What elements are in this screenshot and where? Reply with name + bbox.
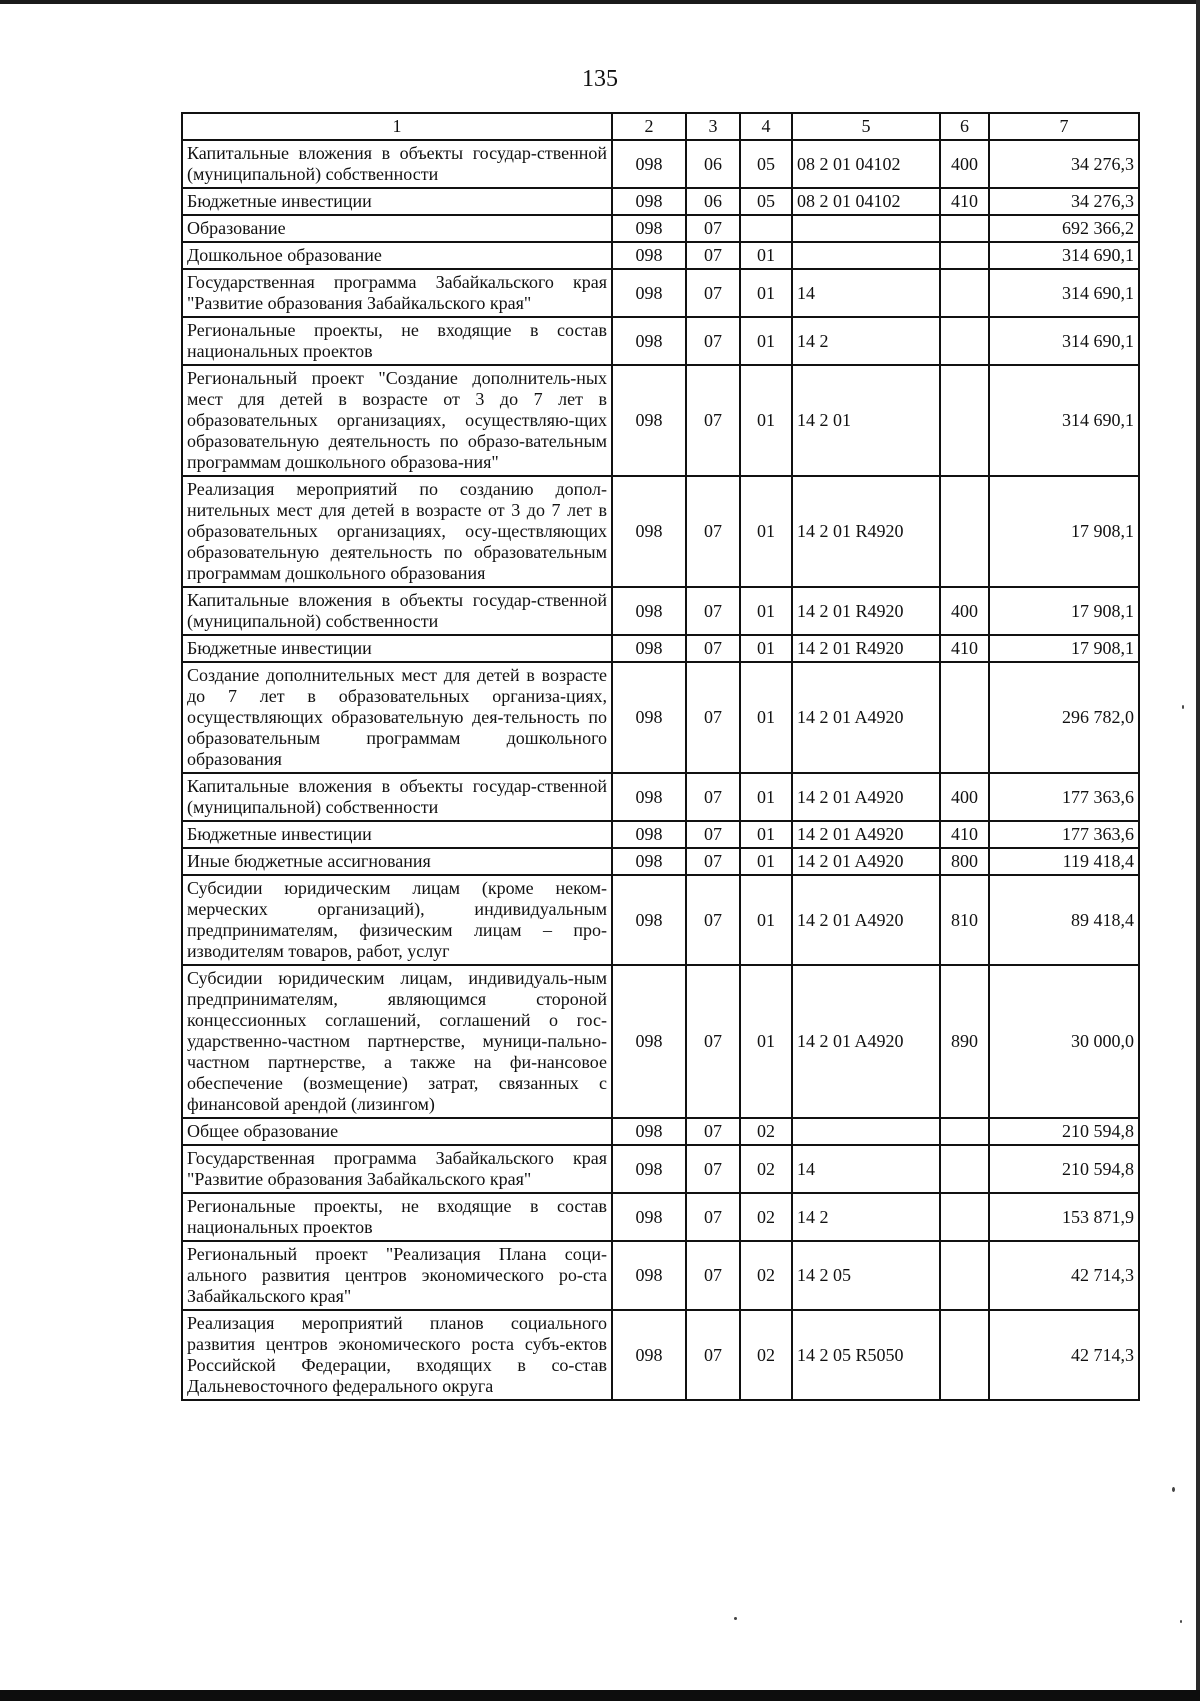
department-code: 098: [612, 635, 686, 662]
item-name: Капитальные вложения в объекты государ-ственной (муниципальной) собственности: [182, 140, 612, 188]
scan-edge-bottom: [0, 1690, 1200, 1701]
department-code: 098: [612, 1193, 686, 1241]
subsection-code: 02: [740, 1118, 792, 1145]
section-code: 07: [686, 1310, 740, 1400]
table-row: [182, 215, 1139, 242]
column-header: 4: [740, 113, 792, 140]
expense-type-code: [940, 1145, 989, 1193]
column-header: 2: [612, 113, 686, 140]
column-header: 6: [940, 113, 989, 140]
table-row: [182, 1145, 1139, 1193]
section-code: 07: [686, 1193, 740, 1241]
column-header: 1: [182, 113, 612, 140]
table-row: [182, 140, 1139, 188]
amount: 119 418,4: [989, 848, 1139, 875]
amount: 17 908,1: [989, 476, 1139, 587]
amount: 314 690,1: [989, 269, 1139, 317]
expense-type-code: 890: [940, 965, 989, 1118]
amount: 17 908,1: [989, 587, 1139, 635]
item-name: Региональные проекты, не входящие в состав национальных проектов: [182, 317, 612, 365]
target-article-code: 14 2 01 A4920: [792, 821, 940, 848]
subsection-code: 02: [740, 1241, 792, 1310]
target-article-code: 08 2 01 04102: [792, 140, 940, 188]
expense-type-code: 410: [940, 635, 989, 662]
table-row: [182, 1241, 1139, 1310]
target-article-code: [792, 242, 940, 269]
section-code: 07: [686, 242, 740, 269]
subsection-code: 02: [740, 1193, 792, 1241]
section-code: 06: [686, 188, 740, 215]
subsection-code: 01: [740, 269, 792, 317]
department-code: 098: [612, 965, 686, 1118]
table-row: [182, 875, 1139, 965]
expense-type-code: [940, 662, 989, 773]
item-name: Субсидии юридическим лицам (кроме неком-мерческих организаций), индивидуальным предпринимателям, физическим лицам – про-изводителям товаров, работ, услуг: [182, 875, 612, 965]
target-article-code: 14 2 01 A4920: [792, 662, 940, 773]
column-header: 5: [792, 113, 940, 140]
table-row: [182, 662, 1139, 773]
department-code: 098: [612, 1310, 686, 1400]
table-row: [182, 1310, 1139, 1400]
target-article-code: [792, 215, 940, 242]
section-code: 07: [686, 821, 740, 848]
expense-type-code: [940, 215, 989, 242]
item-name: Региональные проекты, не входящие в состав национальных проектов: [182, 1193, 612, 1241]
item-name: Субсидии юридическим лицам, индивидуаль-ным предпринимателям, являющимся стороной концессионных соглашений, соглашений о гос-ударственно-частном партнерстве, муници-пально-частном партнерстве, а также на фи-нансовое обеспечение (возмещение) затрат, связанных с финансовой арендой (лизингом): [182, 965, 612, 1118]
department-code: 098: [612, 1118, 686, 1145]
subsection-code: 01: [740, 965, 792, 1118]
amount: 34 276,3: [989, 140, 1139, 188]
department-code: 098: [612, 1241, 686, 1310]
section-code: 07: [686, 773, 740, 821]
target-article-code: 14: [792, 269, 940, 317]
department-code: 098: [612, 242, 686, 269]
item-name: Региональный проект "Создание дополнитель-ных мест для детей в возрасте от 3 до 7 лет в образовательных организациях, осуществляю-щих образовательную деятельность по образо-вательным программам дошкольного образова-ния": [182, 365, 612, 476]
item-name: Реализация мероприятий по созданию допол-нительных мест для детей в возрасте от 3 до 7 лет в образовательных организациях, осу-ществляющих образовательную деятельность по образовательным программам дошкольного образования: [182, 476, 612, 587]
item-name: Региональный проект "Реализация Плана соци-ального развития центров экономического ро-ста Забайкальского края": [182, 1241, 612, 1310]
expense-type-code: 400: [940, 587, 989, 635]
section-code: 07: [686, 965, 740, 1118]
subsection-code: 01: [740, 587, 792, 635]
expense-type-code: 810: [940, 875, 989, 965]
expense-type-code: [940, 476, 989, 587]
column-header: 3: [686, 113, 740, 140]
section-code: 07: [686, 476, 740, 587]
target-article-code: 14 2: [792, 317, 940, 365]
amount: 314 690,1: [989, 317, 1139, 365]
table-row: [182, 848, 1139, 875]
target-article-code: 14 2 05 R5050: [792, 1310, 940, 1400]
department-code: 098: [612, 365, 686, 476]
department-code: 098: [612, 476, 686, 587]
scan-speck: [1182, 705, 1184, 709]
table-row: [182, 1118, 1139, 1145]
subsection-code: 01: [740, 848, 792, 875]
expense-type-code: 800: [940, 848, 989, 875]
section-code: 07: [686, 848, 740, 875]
expense-type-code: [940, 1241, 989, 1310]
item-name: Дошкольное образование: [182, 242, 612, 269]
expense-type-code: 410: [940, 188, 989, 215]
subsection-code: 01: [740, 317, 792, 365]
budget-table: [181, 112, 1140, 1401]
department-code: 098: [612, 140, 686, 188]
expense-type-code: [940, 1310, 989, 1400]
expense-type-code: [940, 242, 989, 269]
target-article-code: 14 2 01 A4920: [792, 965, 940, 1118]
amount: 210 594,8: [989, 1145, 1139, 1193]
scan-speck: [1180, 1620, 1182, 1623]
amount: 210 594,8: [989, 1118, 1139, 1145]
table-row: [182, 635, 1139, 662]
amount: 153 871,9: [989, 1193, 1139, 1241]
subsection-code: 01: [740, 476, 792, 587]
target-article-code: 14 2 01 A4920: [792, 848, 940, 875]
section-code: 07: [686, 635, 740, 662]
amount: 89 418,4: [989, 875, 1139, 965]
department-code: 098: [612, 317, 686, 365]
target-article-code: 14 2 01 A4920: [792, 875, 940, 965]
department-code: 098: [612, 662, 686, 773]
target-article-code: 14 2 05: [792, 1241, 940, 1310]
expense-type-code: [940, 317, 989, 365]
department-code: 098: [612, 269, 686, 317]
target-article-code: 14 2 01 R4920: [792, 476, 940, 587]
amount: 34 276,3: [989, 188, 1139, 215]
table-row: [182, 821, 1139, 848]
item-name: Государственная программа Забайкальского края "Развитие образования Забайкальского края": [182, 1145, 612, 1193]
target-article-code: 14 2 01 R4920: [792, 587, 940, 635]
table-row: [182, 773, 1139, 821]
subsection-code: 01: [740, 875, 792, 965]
amount: 42 714,3: [989, 1241, 1139, 1310]
section-code: 07: [686, 365, 740, 476]
department-code: 098: [612, 821, 686, 848]
expense-type-code: 400: [940, 773, 989, 821]
column-header: 7: [989, 113, 1139, 140]
subsection-code: [740, 215, 792, 242]
expense-type-code: [940, 365, 989, 476]
amount: 314 690,1: [989, 365, 1139, 476]
item-name: Реализация мероприятий планов социального развития центров экономического роста субъ-ектов Российской Федерации, входящих в со-став Дальневосточного федерального округа: [182, 1310, 612, 1400]
table-row: [182, 242, 1139, 269]
item-name: Создание дополнительных мест для детей в возрасте до 7 лет в образовательных организа-циях, осуществляющих образовательную дея-тельность по образовательным программам дошкольного образования: [182, 662, 612, 773]
section-code: 07: [686, 1241, 740, 1310]
table-row: [182, 365, 1139, 476]
table-row: [182, 476, 1139, 587]
item-name: Бюджетные инвестиции: [182, 821, 612, 848]
amount: 17 908,1: [989, 635, 1139, 662]
page-number: 135: [582, 66, 618, 92]
department-code: 098: [612, 1145, 686, 1193]
amount: 314 690,1: [989, 242, 1139, 269]
table-row: [182, 587, 1139, 635]
expense-type-code: 400: [940, 140, 989, 188]
amount: 177 363,6: [989, 821, 1139, 848]
subsection-code: 01: [740, 635, 792, 662]
item-name: Капитальные вложения в объекты государ-ственной (муниципальной) собственности: [182, 587, 612, 635]
item-name: Образование: [182, 215, 612, 242]
section-code: 07: [686, 1145, 740, 1193]
scan-edge-top: [0, 0, 1200, 4]
table-row: [182, 317, 1139, 365]
item-name: Государственная программа Забайкальского края "Развитие образования Забайкальского края": [182, 269, 612, 317]
department-code: 098: [612, 875, 686, 965]
scan-edge-right: [1196, 0, 1200, 1701]
expense-type-code: 410: [940, 821, 989, 848]
section-code: 07: [686, 1118, 740, 1145]
section-code: 07: [686, 662, 740, 773]
target-article-code: 08 2 01 04102: [792, 188, 940, 215]
target-article-code: [792, 1118, 940, 1145]
expense-type-code: [940, 1118, 989, 1145]
header-row: [182, 113, 1139, 140]
table-row: [182, 965, 1139, 1118]
item-name: Бюджетные инвестиции: [182, 188, 612, 215]
table-row: [182, 269, 1139, 317]
amount: 692 366,2: [989, 215, 1139, 242]
table-row: [182, 188, 1139, 215]
section-code: 06: [686, 140, 740, 188]
target-article-code: 14 2: [792, 1193, 940, 1241]
department-code: 098: [612, 773, 686, 821]
department-code: 098: [612, 215, 686, 242]
section-code: 07: [686, 317, 740, 365]
expense-type-code: [940, 1193, 989, 1241]
target-article-code: 14: [792, 1145, 940, 1193]
subsection-code: 01: [740, 821, 792, 848]
department-code: 098: [612, 848, 686, 875]
subsection-code: 02: [740, 1145, 792, 1193]
item-name: Капитальные вложения в объекты государ-ственной (муниципальной) собственности: [182, 773, 612, 821]
subsection-code: 01: [740, 773, 792, 821]
amount: 42 714,3: [989, 1310, 1139, 1400]
table-body: [182, 140, 1139, 1400]
item-name: Иные бюджетные ассигнования: [182, 848, 612, 875]
section-code: 07: [686, 587, 740, 635]
item-name: Бюджетные инвестиции: [182, 635, 612, 662]
amount: 30 000,0: [989, 965, 1139, 1118]
department-code: 098: [612, 587, 686, 635]
subsection-code: 01: [740, 242, 792, 269]
item-name: Общее образование: [182, 1118, 612, 1145]
subsection-code: 05: [740, 140, 792, 188]
target-article-code: 14 2 01 R4920: [792, 635, 940, 662]
section-code: 07: [686, 215, 740, 242]
expense-type-code: [940, 269, 989, 317]
subsection-code: 05: [740, 188, 792, 215]
table-row: [182, 1193, 1139, 1241]
subsection-code: 02: [740, 1310, 792, 1400]
section-code: 07: [686, 269, 740, 317]
scan-speck: [734, 1617, 737, 1620]
subsection-code: 01: [740, 662, 792, 773]
scan-speck: [1172, 1487, 1175, 1492]
amount: 177 363,6: [989, 773, 1139, 821]
subsection-code: 01: [740, 365, 792, 476]
department-code: 098: [612, 188, 686, 215]
target-article-code: 14 2 01 A4920: [792, 773, 940, 821]
amount: 296 782,0: [989, 662, 1139, 773]
section-code: 07: [686, 875, 740, 965]
target-article-code: 14 2 01: [792, 365, 940, 476]
